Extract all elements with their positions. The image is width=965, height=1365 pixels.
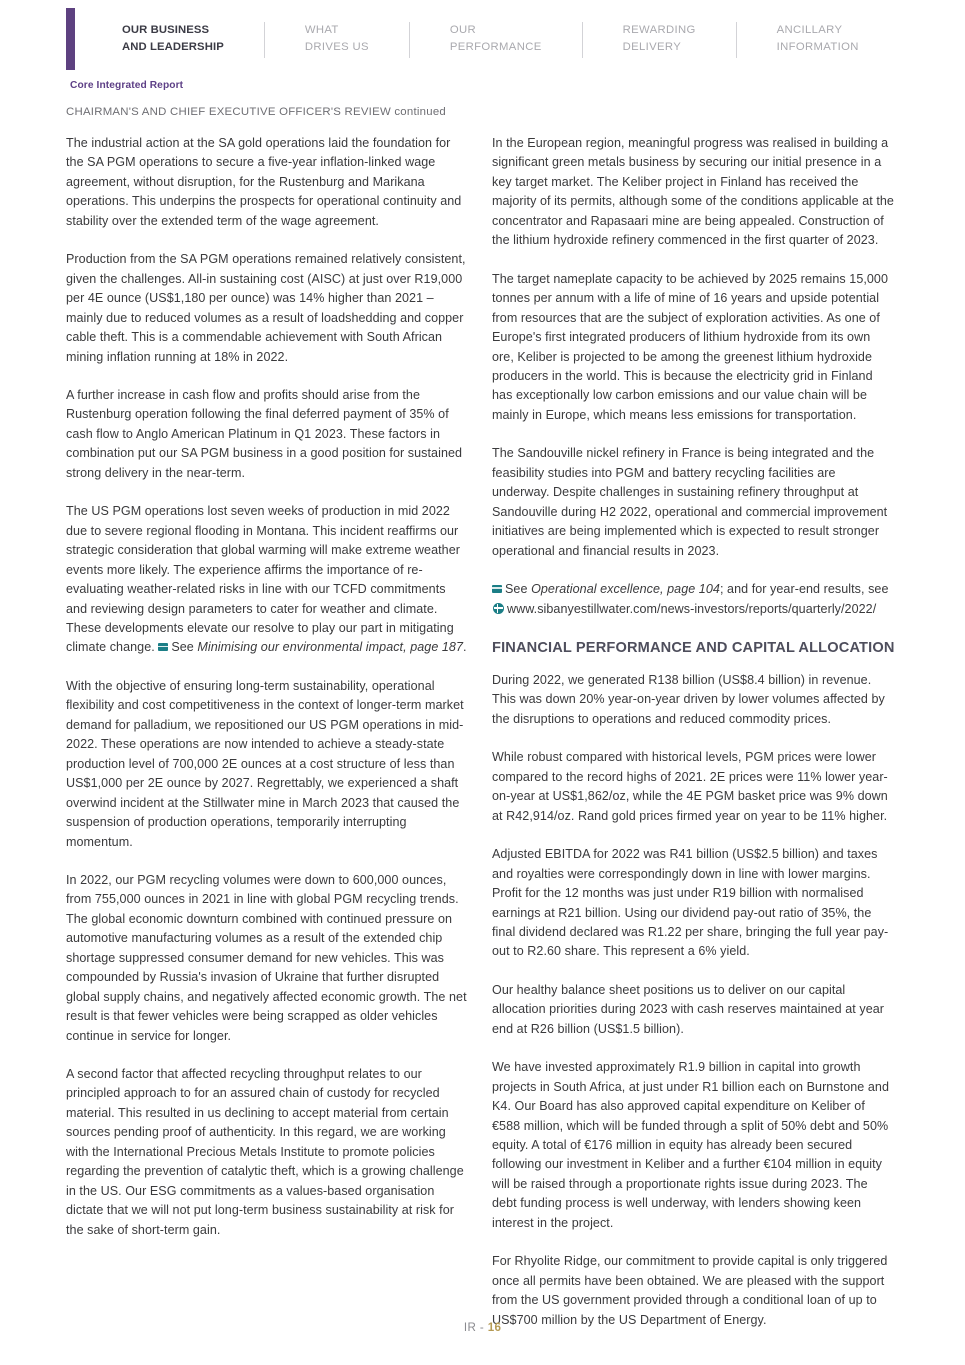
page-footer [0, 1321, 965, 1334]
page-title: CHAIRMAN'S AND CHIEF EXECUTIVE OFFICER'S REVIEW continued [66, 106, 447, 118]
paragraph: Adjusted EBITDA for 2022 was R41 billion (US$2.5 billion) and taxes and royalties were correspondingly down in line with lower margins. Profit for the 12 months was just under R19 billion with normalised earnings at R21 billion. Using our dividend pay-out ratio of 35%, the final dividend declared was R1.22 per share, bringing the full year pay-out to R2.60 share. This represent a 6% yield. [492, 847, 889, 959]
nav-item-line1: OUR BUSINESS [122, 24, 210, 37]
nav-item-our-performance[interactable] [450, 8, 542, 70]
paragraph: The industrial action at the SA gold operations laid the foundation for the SA PGM operations to secure a five-year inflation-linked wage agreement, without disruption, for the Rustenburg and Marikana operations. This underpins the prospects for operational continuity and stability over the extended term of the wage agreement. [66, 136, 462, 228]
section-heading: FINANCIAL PERFORMANCE AND CAPITAL ALLOCATION [492, 639, 895, 656]
header-navigation [66, 8, 906, 70]
external-url-link[interactable]: www.sibanyestillwater.com/news-investors/reports/quarterly/2022/ [507, 601, 877, 616]
section-accent-bar [66, 8, 75, 70]
nav-item-line2: AND LEADERSHIP [122, 41, 224, 53]
left-text-column [66, 134, 469, 1259]
paragraph: In 2022, our PGM recycling volumes were down to 600,000 ounces, from 755,000 ounces in 2021 in line with global PGM recycling trends. The global economic downturn combined with continued pressure on automotive manufacturing volumes as a result of the extended chip shortage suppressed consumer demand for new vehicles. This was compounded by Russia's invasion of Ukraine that further disrupted global supply chains, and negatively affected economic growth. The net result is that fewer vehicles were being scrapped as older vehicles continue in service for longer. [66, 872, 467, 1043]
reference-block [492, 580, 895, 619]
globe-web-link-icon [493, 603, 504, 614]
reference-connector: ; and for year-end results, see [719, 582, 889, 597]
nav-item-rewarding-delivery[interactable] [623, 8, 696, 70]
nav-spacer [369, 8, 409, 70]
book-reference-icon [158, 643, 168, 651]
nav-spacer [224, 8, 264, 70]
nav-item-line2: DELIVERY [622, 41, 682, 53]
paragraph: With the objective of ensuring long-term sustainability, operational flexibility and cost competitiveness in the context of longer-term market demand for palladium, we repositioned our US PGM operations in mid-2022. These operations are now intended to achieve a steady-state production level of 700,000 2E ounces at a cost structure of less than US$1,000 per 2E ounce by 2027. Regrettably, we experienced a shaft overwind incident at the Stillwater mine in March 2023 that caused the suspension of production operations, temporarily interrupting momentum. [66, 678, 464, 849]
paragraph: The Sandouville nickel refinery in France is being integrated and the feasibility studies into PGM and battery recycling facilities are underway. Despite challenges in sustaining refinery throughput at Sandouville during H2 2022, operational and commercial improvement initiatives are being implemented which is expected to result stronger operational and financial results in 2023. [492, 446, 888, 558]
nav-spacer [410, 8, 450, 70]
nav-spacer [737, 8, 777, 70]
nav-spacer [265, 8, 305, 70]
nav-spacer [542, 8, 582, 70]
nav-item-line1: REWARDING [622, 24, 696, 37]
page-number: 16 [487, 1321, 502, 1334]
paragraph: The target nameplate capacity to be achieved by 2025 remains 15,000 tonnes per annum with a life of mine of 16 years and upside potential from resources that are the subject of exploration activities. As one of Europe's first integrated producers of lithium hydroxide from its own ore, Keliber is projected to be among the greenest lithium hydroxide producers in the world. This is because the electricity grid in Finland has exceptionally low carbon emissions and our value chain will be mainly in Europe, which means less emissions for transportation. [492, 271, 889, 422]
paragraph: During 2022, we generated R138 billion (US$8.4 billion) in revenue. This was down 20% year-on-year driven by lower volumes affected by the disruptions to operations and reduced commodity prices. [492, 672, 885, 726]
footer-prefix: IR - [463, 1321, 488, 1334]
paragraph: In the European region, meaningful progress was realised in building a significant green metals business by securing our initial presence in a key target market. The Keliber project in Finland has received the majority of its permits, although some of the conditions applicable at the concentrator and Rapasaari mine are being appealed. Construction of the lithium hydroxide refinery commenced in the first quarter of 2023. [492, 136, 894, 248]
see-label: See [171, 640, 198, 655]
paragraph: A second factor that affected recycling throughput relates to our principled approach to for an assured chain of custody for recycled material. This resulted in us declining to accept material from certain sources pending proof of authenticity. In this regard, we are working with the International Precious Metals Institute to promote policies regarding the prevention of catalytic theft, which is a growing challenge in the US. Our ESG commitments as a values-based organisation dictate that we will not put long-term business sustainability at risk for the sake of short-term gain. [66, 1067, 464, 1237]
cross-reference-link[interactable]: Operational excellence, page 104 [531, 582, 720, 597]
cross-reference-link[interactable]: Minimising our environmental impact, page 187 [197, 640, 464, 655]
nav-item-line1: WHAT [304, 24, 339, 37]
nav-spacer [696, 8, 736, 70]
nav-item-line2: PERFORMANCE [449, 41, 542, 53]
nav-spacer [583, 8, 623, 70]
nav-item-ancillary-information[interactable] [777, 8, 859, 70]
core-integrated-report-label: Core Integrated Report [70, 80, 184, 91]
right-text-column [492, 134, 895, 1349]
paragraph-text: The US PGM operations lost seven weeks of production in mid 2022 due to severe regional flooding in Montana. This incident reaffirms our strategic consideration that global warming will make extreme weather events more likely. The experience affirms the importance of re-evaluating weather-related risks in line with our TCFD commitments and reviewing design parameters to cater for weather and climate. These developments elevate our resolve to play our part in mitigating climate change. [66, 504, 460, 655]
paragraph: Our healthy balance sheet positions us to deliver on our capital allocation priorities during 2023 with cash reserves maintained at year end at R26 billion (US$1.5 billion). [492, 982, 885, 1036]
see-label: See [505, 582, 532, 597]
paragraph: We have invested approximately R1.9 billion in capital into growth projects in South Africa, at just under R1 billion each on Burnstone and K4. Our Board has also approved capital expenditure on Keliber of €588 million, which will be funded through a split of 50% debt and 50% equity. A total of €176 million in equity has already been secured following our investment in Keliber and a further €104 million in equity will be raised through a proportionate rights issue during 2023. The debt funding process is well underway, with lenders showing keen interest in the project. [492, 1060, 889, 1230]
nav-item-our-business-and-leadership[interactable] [122, 8, 224, 70]
nav-item-line1: ANCILLARY [776, 24, 843, 37]
paragraph: A further increase in cash flow and profits should arise from the Rustenburg operation following the final deferred payment of 35% of cash flow to Anglo American Platinum in Q1 2023. These factors in combination put our SA PGM business in a good position for sustained strong delivery in the near-term. [66, 387, 463, 480]
nav-item-line1: OUR [449, 24, 477, 37]
nav-item-what-drives-us[interactable] [305, 8, 369, 70]
nav-item-line2: DRIVES US [304, 41, 369, 53]
reference-punctuation: . [463, 640, 467, 655]
nav-item-line2: INFORMATION [776, 41, 859, 53]
paragraph: While robust compared with historical levels, PGM prices were lower compared to the record highs of 2021. 2E prices were 11% lower year-on-year at US$1,862/oz, while the 4E PGM basket price was 9% down at R42,914/oz. Rand gold prices firmed year on year to be 11% higher. [492, 750, 888, 823]
paragraph-with-reference [66, 502, 469, 658]
paragraph: Production from the SA PGM operations remained relatively consistent, given the challenges. All-in sustaining cost (AISC) at just over R19,000 per 4E ounce (US$1,180 per ounce) was 14% higher than 2021 – mainly due to reduced volumes as a result of loadshedding and copper cable theft. This is a commendable achievement with South African mining inflation running at 18% in 2022. [66, 252, 466, 364]
book-reference-icon [492, 585, 502, 593]
paragraph: For Rhyolite Ridge, our commitment to provide capital is only triggered once all permits have been obtained. We are pleased with the support from the US government provided through a conditional loan of up to US$700 million by the US Department of Energy. [492, 1254, 888, 1327]
